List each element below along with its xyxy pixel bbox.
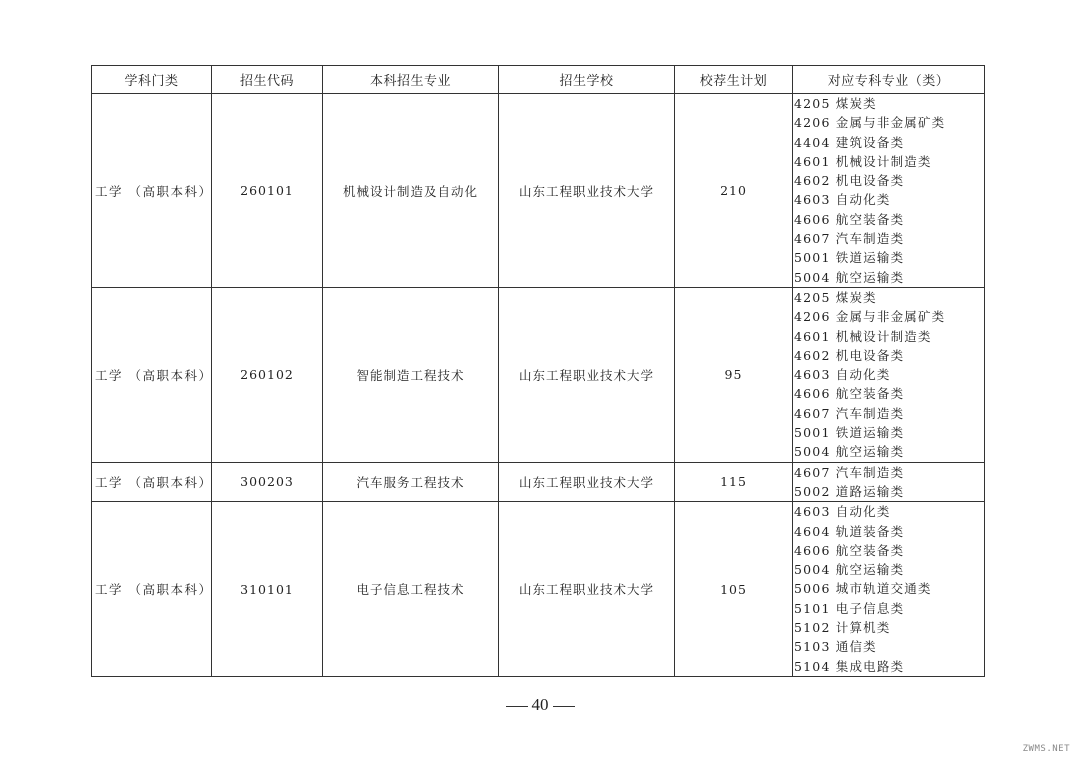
header-major: 本科招生专业 [323,66,499,94]
related-major-item: 5004 航空运输类 [794,444,905,460]
related-major-item: 5006 城市轨道交通类 [794,581,932,597]
related-major-item: 5004 航空运输类 [794,562,905,578]
header-related-majors: 对应专科专业（类） [793,66,985,94]
related-major-item: 4607 汽车制造类 [794,231,905,247]
related-major-item: 4607 汽车制造类 [794,405,905,421]
table-row [92,288,985,463]
header-school: 招生学校 [499,66,675,94]
code-cell: 260101 [212,94,323,288]
table-row [92,94,985,288]
major-cell: 机械设计制造及自动化 [323,94,499,288]
related-major-item: 4205 煤炭类 [794,96,877,111]
related-major-item: 4606 航空装备类 [794,211,905,227]
category-cell: 工学 （高职本科） [92,94,212,288]
plan-cell: 105 [675,502,793,677]
major-cell: 汽车服务工程技术 [323,462,499,502]
category-cell: 工学 （高职本科） [92,288,212,463]
school-cell: 山东工程职业技术大学 [499,94,675,288]
school-cell: 山东工程职业技术大学 [499,288,675,463]
major-cell: 智能制造工程技术 [323,288,499,463]
plan-cell: 210 [675,94,793,288]
related-major-item: 5001 铁道运输类 [794,425,905,441]
related-majors-cell [793,288,985,463]
code-cell: 310101 [212,502,323,677]
related-major-item: 4602 机电设备类 [794,173,905,189]
related-major-item: 4606 航空装备类 [794,542,905,558]
school-cell: 山东工程职业技术大学 [499,462,675,502]
related-major-item: 5004 航空运输类 [794,269,905,285]
related-major-item: 5002 道路运输类 [794,483,905,499]
school-cell: 山东工程职业技术大学 [499,502,675,677]
header-category: 学科门类 [92,66,212,94]
plan-cell: 115 [675,462,793,502]
page-number-value: 40 [531,695,549,714]
page-number [0,695,1080,715]
category-cell: 工学 （高职本科） [92,462,212,502]
related-major-item: 4206 金属与非金属矿类 [794,115,946,131]
related-major-item: 4607 汽车制造类 [794,464,905,480]
page-number-dash-right [553,706,575,707]
header-code: 招生代码 [212,66,323,94]
related-majors-cell [793,502,985,677]
related-major-item: 4404 建筑设备类 [794,134,905,150]
related-majors-cell [793,462,985,502]
related-major-item: 4601 机械设计制造类 [794,328,932,344]
related-major-item: 5001 铁道运输类 [794,250,905,266]
related-major-item: 4602 机电设备类 [794,347,905,363]
code-cell: 260102 [212,288,323,463]
related-majors-cell [793,94,985,288]
related-major-item: 5102 计算机类 [794,620,891,636]
related-major-item: 4205 煤炭类 [794,290,877,305]
category-cell: 工学 （高职本科） [92,502,212,677]
header-plan: 校荐生计划 [675,66,793,94]
table-row [92,502,985,677]
related-major-item: 4606 航空装备类 [794,386,905,402]
related-major-item: 5104 集成电路类 [794,658,905,674]
related-major-item: 5101 电子信息类 [794,600,905,616]
code-cell: 300203 [212,462,323,502]
related-major-item: 4604 轨道装备类 [794,523,905,539]
related-major-item: 4206 金属与非金属矿类 [794,309,946,325]
related-major-item: 4603 自动化类 [794,192,891,208]
table-row [92,462,985,502]
page-number-dash-left [506,706,528,707]
admission-plan-table [91,65,985,677]
related-major-item: 5103 通信类 [794,639,877,655]
related-major-item: 4601 机械设计制造类 [794,153,932,169]
major-cell: 电子信息工程技术 [323,502,499,677]
plan-cell: 95 [675,288,793,463]
table-header-row [92,66,985,94]
related-major-item: 4603 自动化类 [794,367,891,383]
watermark: ZWMS.NET [1022,744,1070,754]
related-major-item: 4603 自动化类 [794,504,891,520]
